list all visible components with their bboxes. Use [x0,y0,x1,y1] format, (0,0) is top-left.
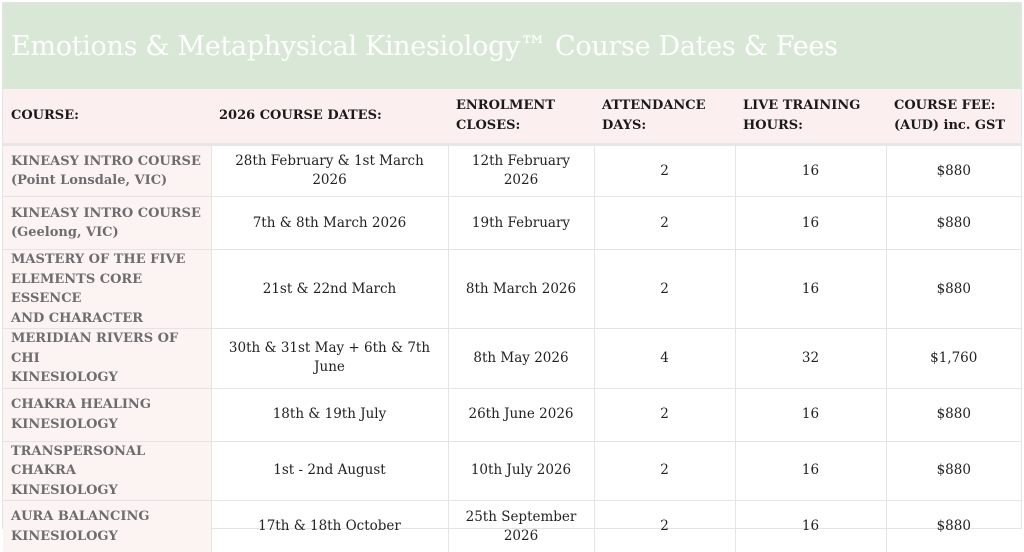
course-name-cell: MASTERY OF THE FIVE ELEMENTS CORE ESSENCE AND CHARACTER [3,250,211,329]
title-bar [3,3,1021,89]
course-fee-cell: $880 [886,145,1021,197]
enrolment-closes-cell: 19th February [448,197,594,250]
enrolment-closes-cell: 8th May 2026 [448,329,594,389]
header-fee: COURSE FEE: (AUD) inc. GST [886,89,1021,145]
course-fee-cell: $880 [886,250,1021,329]
training-hours-cell: 16 [735,250,886,329]
enrolment-closes-cell: 8th March 2026 [448,250,594,329]
page-title: Emotions & Metaphysical Kinesiology™ Course Dates & Fees [11,31,838,62]
training-hours-cell: 16 [735,441,886,501]
course-dates-cell: 30th & 31st May + 6th & 7th June [211,329,448,389]
course-table [3,89,1021,552]
training-hours-cell: 16 [735,145,886,197]
course-fee-cell: $880 [886,388,1021,441]
course-dates-cell: 28th February & 1st March 2026 [211,145,448,197]
header-attendance: ATTENDANCE DAYS: [594,89,735,145]
course-name-cell: KINEASY INTRO COURSE (Geelong, VIC) [3,197,211,250]
header-enrolment: ENROLMENT CLOSES: [448,89,594,145]
header-course: COURSE: [3,89,211,145]
enrolment-closes-cell: 12th February 2026 [448,145,594,197]
course-dates-cell: 17th & 18th October [211,501,448,552]
attendance-days-cell: 2 [594,441,735,501]
course-name-cell: TRANSPERSONAL CHAKRA KINESIOLOGY [3,441,211,501]
course-name-cell: CHAKRA HEALING KINESIOLOGY [3,388,211,441]
course-dates-cell: 1st - 2nd August [211,441,448,501]
table-row [3,329,1021,389]
attendance-days-cell: 4 [594,329,735,389]
training-hours-cell: 16 [735,197,886,250]
course-dates-cell: 21st & 22nd March [211,250,448,329]
table-row [3,501,1021,552]
training-hours-cell: 32 [735,329,886,389]
table-row [3,145,1021,197]
course-name-cell: KINEASY INTRO COURSE (Point Lonsdale, VIC) [3,145,211,197]
table-row [3,441,1021,501]
course-fees-panel [2,2,1022,529]
training-hours-cell: 16 [735,501,886,552]
course-fee-cell: $880 [886,501,1021,552]
table-row [3,197,1021,250]
course-fee-cell: $1,760 [886,329,1021,389]
attendance-days-cell: 2 [594,197,735,250]
header-hours: LIVE TRAINING HOURS: [735,89,886,145]
attendance-days-cell: 2 [594,388,735,441]
table-header-row [3,89,1021,145]
training-hours-cell: 16 [735,388,886,441]
attendance-days-cell: 2 [594,145,735,197]
table-row [3,250,1021,329]
enrolment-closes-cell: 25th September 2026 [448,501,594,552]
course-dates-cell: 18th & 19th July [211,388,448,441]
enrolment-closes-cell: 10th July 2026 [448,441,594,501]
attendance-days-cell: 2 [594,501,735,552]
course-name-cell: AURA BALANCING KINESIOLOGY [3,501,211,552]
enrolment-closes-cell: 26th June 2026 [448,388,594,441]
table-row [3,388,1021,441]
course-dates-cell: 7th & 8th March 2026 [211,197,448,250]
attendance-days-cell: 2 [594,250,735,329]
course-fee-cell: $880 [886,197,1021,250]
course-fee-cell: $880 [886,441,1021,501]
course-name-cell: MERIDIAN RIVERS OF CHI KINESIOLOGY [3,329,211,389]
header-dates: 2026 COURSE DATES: [211,89,448,145]
